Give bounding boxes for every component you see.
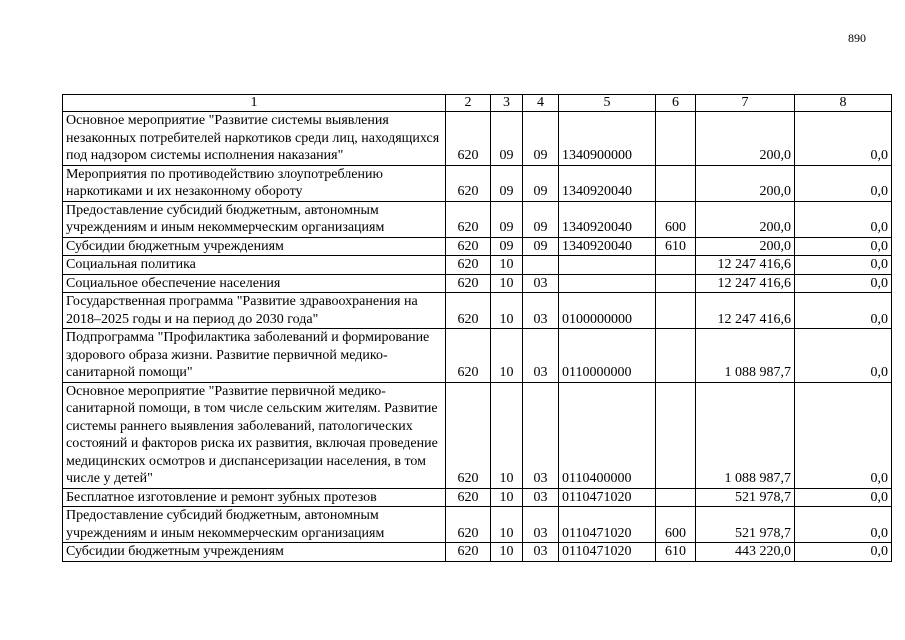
header-col-8: 8 <box>795 95 892 112</box>
table-row <box>63 507 892 543</box>
page-number: 890 <box>848 31 866 45</box>
row-vr <box>656 382 696 488</box>
row-csr: 0110471020 <box>559 507 656 543</box>
row-sum-1: 12 247 416,6 <box>696 274 795 293</box>
row-sum-2: 0,0 <box>795 165 892 201</box>
row-name: Мероприятия по противодействию злоупотреблению наркотиками и их незаконному обороту <box>63 165 446 201</box>
row-name: Подпрограмма "Профилактика заболеваний и формирование здорового образа жизни. Развитие первичной медико-санитарной помощи" <box>63 329 446 383</box>
header-col-2: 2 <box>446 95 491 112</box>
row-sum-1: 521 978,7 <box>696 488 795 507</box>
row-sum-1: 1 088 987,7 <box>696 329 795 383</box>
row-csr: 0110400000 <box>559 382 656 488</box>
row-sum-2: 0,0 <box>795 112 892 166</box>
row-ved: 620 <box>446 165 491 201</box>
table-row <box>63 237 892 256</box>
row-vr <box>656 112 696 166</box>
row-vr <box>656 274 696 293</box>
header-row <box>63 95 892 112</box>
row-name: Субсидии бюджетным учреждениям <box>63 237 446 256</box>
row-sum-1: 1 088 987,7 <box>696 382 795 488</box>
row-sum-1: 200,0 <box>696 201 795 237</box>
table-row <box>63 329 892 383</box>
row-pr: 03 <box>523 507 559 543</box>
row-vr <box>656 329 696 383</box>
table-row <box>63 382 892 488</box>
row-name: Бесплатное изготовление и ремонт зубных протезов <box>63 488 446 507</box>
row-sum-1: 521 978,7 <box>696 507 795 543</box>
row-name: Основное мероприятие "Развитие системы выявления незаконных потребителей наркотиков среди лиц, находящихся под надзором системы исполнения наказания" <box>63 112 446 166</box>
row-vr <box>656 165 696 201</box>
row-pr: 03 <box>523 329 559 383</box>
row-ved: 620 <box>446 488 491 507</box>
row-ved: 620 <box>446 293 491 329</box>
row-vr: 610 <box>656 543 696 562</box>
row-vr: 610 <box>656 237 696 256</box>
row-sum-2: 0,0 <box>795 256 892 275</box>
header-col-6: 6 <box>656 95 696 112</box>
row-rz: 09 <box>491 237 523 256</box>
row-ved: 620 <box>446 382 491 488</box>
header-col-1: 1 <box>63 95 446 112</box>
row-csr <box>559 256 656 275</box>
row-rz: 10 <box>491 382 523 488</box>
row-rz: 09 <box>491 112 523 166</box>
table-row <box>63 274 892 293</box>
row-sum-1: 200,0 <box>696 237 795 256</box>
row-rz: 10 <box>491 293 523 329</box>
row-name: Предоставление субсидий бюджетным, автономным учреждениям и иным некоммерческим организациям <box>63 507 446 543</box>
row-ved: 620 <box>446 543 491 562</box>
row-name: Субсидии бюджетным учреждениям <box>63 543 446 562</box>
row-rz: 10 <box>491 256 523 275</box>
row-name: Основное мероприятие "Развитие первичной медико-санитарной помощи, в том числе сельским жителям. Развитие системы раннего выявления заболеваний, патологических состояний и факторов риска их развития, включая проведение медицинских осмотров и диспансеризации населения, в том числе у детей" <box>63 382 446 488</box>
row-pr: 03 <box>523 293 559 329</box>
row-vr: 600 <box>656 201 696 237</box>
row-rz: 09 <box>491 165 523 201</box>
row-ved: 620 <box>446 256 491 275</box>
row-sum-2: 0,0 <box>795 237 892 256</box>
row-ved: 620 <box>446 237 491 256</box>
row-csr: 0110471020 <box>559 543 656 562</box>
row-ved: 620 <box>446 507 491 543</box>
row-csr: 0110471020 <box>559 488 656 507</box>
row-ved: 620 <box>446 201 491 237</box>
row-csr <box>559 274 656 293</box>
header-col-7: 7 <box>696 95 795 112</box>
row-ved: 620 <box>446 274 491 293</box>
table-row <box>63 256 892 275</box>
header-col-3: 3 <box>491 95 523 112</box>
row-pr: 03 <box>523 382 559 488</box>
row-sum-2: 0,0 <box>795 382 892 488</box>
row-ved: 620 <box>446 112 491 166</box>
row-rz: 09 <box>491 201 523 237</box>
row-sum-2: 0,0 <box>795 201 892 237</box>
table-row <box>63 488 892 507</box>
row-name: Социальное обеспечение населения <box>63 274 446 293</box>
row-rz: 10 <box>491 543 523 562</box>
row-pr <box>523 256 559 275</box>
row-name: Предоставление субсидий бюджетным, автономным учреждениям и иным некоммерческим организациям <box>63 201 446 237</box>
table-row <box>63 112 892 166</box>
row-pr: 03 <box>523 488 559 507</box>
row-vr: 600 <box>656 507 696 543</box>
row-rz: 10 <box>491 274 523 293</box>
row-pr: 09 <box>523 237 559 256</box>
row-sum-2: 0,0 <box>795 507 892 543</box>
row-csr: 0100000000 <box>559 293 656 329</box>
row-sum-2: 0,0 <box>795 488 892 507</box>
row-sum-1: 200,0 <box>696 165 795 201</box>
row-name: Государственная программа "Развитие здравоохранения на 2018–2025 годы и на период до 2030 года" <box>63 293 446 329</box>
budget-table <box>62 94 892 562</box>
row-name: Социальная политика <box>63 256 446 275</box>
row-csr: 1340900000 <box>559 112 656 166</box>
table-row <box>63 165 892 201</box>
row-sum-1: 200,0 <box>696 112 795 166</box>
table-row <box>63 293 892 329</box>
header-col-4: 4 <box>523 95 559 112</box>
row-pr: 09 <box>523 165 559 201</box>
row-pr: 09 <box>523 201 559 237</box>
row-csr: 0110000000 <box>559 329 656 383</box>
row-pr: 03 <box>523 274 559 293</box>
row-sum-1: 12 247 416,6 <box>696 293 795 329</box>
row-rz: 10 <box>491 488 523 507</box>
row-sum-1: 443 220,0 <box>696 543 795 562</box>
row-csr: 1340920040 <box>559 201 656 237</box>
row-csr: 1340920040 <box>559 237 656 256</box>
row-sum-2: 0,0 <box>795 329 892 383</box>
row-csr: 1340920040 <box>559 165 656 201</box>
row-sum-1: 12 247 416,6 <box>696 256 795 275</box>
row-rz: 10 <box>491 507 523 543</box>
row-vr <box>656 293 696 329</box>
row-vr <box>656 256 696 275</box>
row-sum-2: 0,0 <box>795 274 892 293</box>
row-rz: 10 <box>491 329 523 383</box>
row-vr <box>656 488 696 507</box>
row-sum-2: 0,0 <box>795 543 892 562</box>
header-col-5: 5 <box>559 95 656 112</box>
row-pr: 03 <box>523 543 559 562</box>
table-row <box>63 543 892 562</box>
row-ved: 620 <box>446 329 491 383</box>
row-pr: 09 <box>523 112 559 166</box>
row-sum-2: 0,0 <box>795 293 892 329</box>
table-row <box>63 201 892 237</box>
